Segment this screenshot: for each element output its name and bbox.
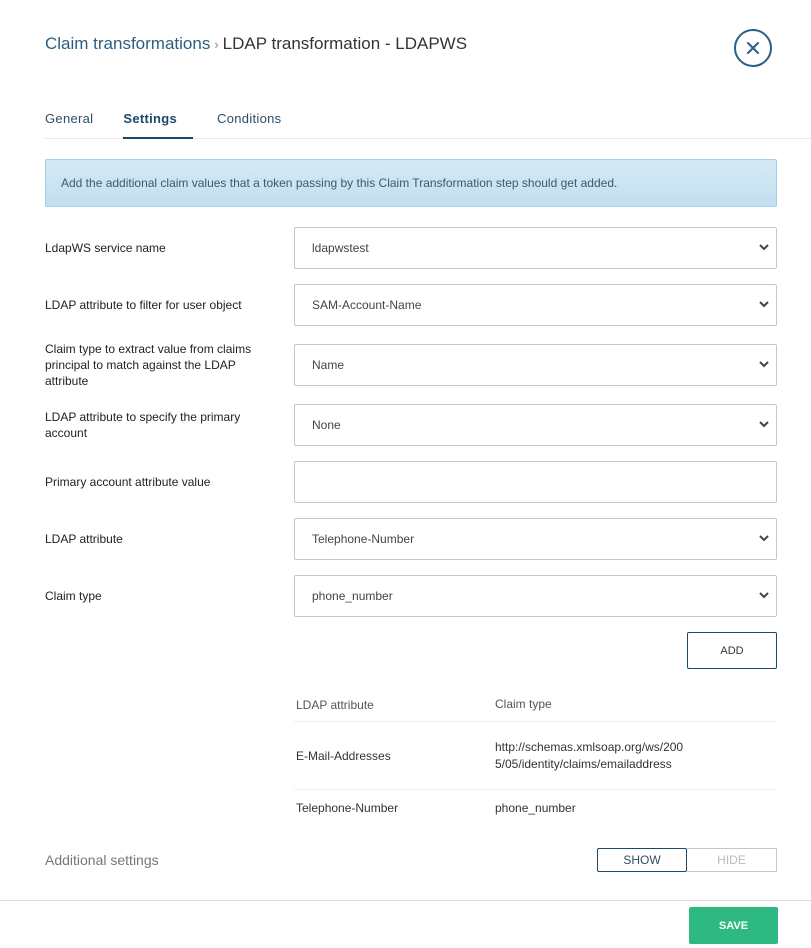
- service-name-select[interactable]: [294, 227, 777, 269]
- info-banner: Add the additional claim values that a token passing by this Claim Transformation step should get added.: [45, 159, 777, 207]
- hide-button[interactable]: HIDE: [687, 848, 777, 872]
- ldap-attribute-value: Telephone-Number: [312, 532, 415, 546]
- claim-type-match-row: [45, 344, 777, 386]
- service-name-label: LdapWS service name: [45, 241, 166, 255]
- close-icon: [746, 41, 760, 55]
- primary-account-attribute-value: None: [312, 418, 341, 432]
- column-header-ldap-attribute: LDAP attribute: [296, 697, 374, 712]
- primary-account-attribute-row: [45, 404, 777, 446]
- filter-attribute-row: [45, 284, 777, 326]
- chevron-down-icon: [758, 418, 770, 430]
- chevron-down-icon: [758, 298, 770, 310]
- cell-ldap-attribute: E-Mail-Addresses: [296, 748, 391, 763]
- tab-settings[interactable]: Settings: [123, 104, 193, 139]
- ldap-attribute-label: LDAP attribute: [45, 532, 123, 546]
- cell-claim-type: phone_number: [495, 800, 576, 815]
- chevron-down-icon: [758, 358, 770, 370]
- claim-type-select[interactable]: [294, 575, 777, 617]
- add-button[interactable]: ADD: [687, 632, 777, 669]
- breadcrumb-link-claim-transformations[interactable]: Claim transformations: [45, 34, 211, 53]
- primary-account-value-input[interactable]: [294, 461, 777, 503]
- mapping-table: [294, 688, 777, 826]
- tab-general[interactable]: General: [45, 111, 94, 126]
- filter-attribute-label: LDAP attribute to filter for user object: [45, 298, 242, 312]
- claim-type-match-select[interactable]: [294, 344, 777, 386]
- tab-bar: [45, 104, 811, 139]
- claim-type-match-label: Claim type to extract value from claims principal to match against the LDAP attribute: [45, 342, 252, 388]
- close-button[interactable]: [734, 29, 772, 67]
- chevron-down-icon: [758, 532, 770, 544]
- footer-divider: [0, 900, 811, 901]
- breadcrumb: [45, 34, 467, 54]
- show-button[interactable]: SHOW: [597, 848, 687, 872]
- chevron-down-icon: [758, 589, 770, 601]
- primary-account-value-row: [45, 461, 777, 503]
- primary-account-value-label: Primary account attribute value: [45, 475, 211, 489]
- primary-account-attribute-select[interactable]: [294, 404, 777, 446]
- save-button[interactable]: SAVE: [689, 907, 778, 944]
- table-row: [294, 790, 777, 826]
- service-name-value: ldapwstest: [312, 241, 369, 255]
- claim-type-value: phone_number: [312, 589, 393, 603]
- claim-type-match-value: Name: [312, 358, 345, 372]
- table-row: [294, 722, 777, 790]
- additional-settings-label: Additional settings: [45, 852, 159, 868]
- additional-settings-toggle: [597, 848, 777, 872]
- filter-attribute-select[interactable]: [294, 284, 777, 326]
- tab-conditions[interactable]: Conditions: [217, 111, 282, 126]
- claim-type-label: Claim type: [45, 589, 102, 603]
- breadcrumb-separator: ›: [214, 37, 219, 52]
- column-header-claim-type: Claim type: [495, 697, 552, 711]
- ldap-attribute-row: [45, 518, 777, 560]
- ldap-attribute-select[interactable]: [294, 518, 777, 560]
- filter-attribute-value: SAM-Account-Name: [312, 298, 422, 312]
- cell-ldap-attribute: Telephone-Number: [296, 801, 399, 815]
- cell-claim-type: http://schemas.xmlsoap.org/ws/2005/05/identity/claims/emailaddress: [495, 739, 684, 771]
- table-header: [294, 688, 777, 722]
- service-name-row: [45, 227, 777, 269]
- page-title: LDAP transformation - LDAPWS: [222, 34, 468, 53]
- primary-account-attribute-label: LDAP attribute to specify the primary account: [45, 410, 241, 440]
- claim-type-row: [45, 575, 777, 617]
- chevron-down-icon: [758, 241, 770, 253]
